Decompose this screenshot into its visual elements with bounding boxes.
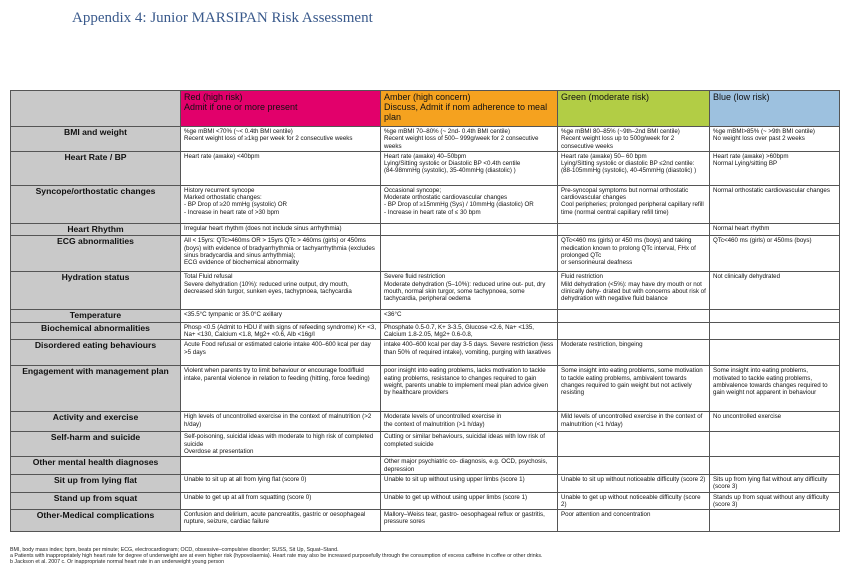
blue-criteria-cell	[710, 272, 840, 310]
blue-criteria-cell	[710, 366, 840, 412]
red-criteria-cell	[181, 366, 381, 412]
row-label: Self-harm and suicide	[11, 432, 181, 457]
table-footnotes	[10, 547, 840, 566]
green-criteria-line: Unable to sit up without noticeable difficulty (score 2)	[561, 475, 706, 483]
green-criteria-line: Recent weight loss up to 500g/week for 2 consecutive weeks	[561, 135, 675, 150]
red-criteria-line: Unable to sit up at all from lying flat (score 0)	[184, 475, 307, 483]
row-label: Syncope/orthostatic changes	[11, 185, 181, 223]
green-criteria-cell	[558, 510, 710, 532]
red-criteria-line: - Increase in heart rate of >30 bpm	[184, 208, 280, 216]
green-criteria-line: %ge mBMI 80–85% (~9th–2nd BMI centile)	[561, 128, 680, 135]
row-label: BMI and weight	[11, 127, 181, 152]
green-criteria-cell	[558, 340, 710, 366]
green-criteria-line: or sensorineural deafness	[561, 259, 633, 267]
amber-criteria-cell	[381, 223, 558, 236]
green-criteria-line: Moderate restriction, bingeing	[561, 341, 643, 349]
red-criteria-line: Recent weight loss of ≥1kg per week for 2 consecutive weeks	[184, 135, 353, 143]
header-green-line-1: Green (moderate risk)	[561, 92, 650, 102]
table-row	[11, 412, 840, 432]
row-label: Heart Rhythm	[11, 223, 181, 236]
blue-criteria-line: QTc<460 ms (girls) or 450ms (boys)	[713, 237, 812, 245]
table-row	[11, 185, 840, 223]
blue-criteria-cell	[710, 340, 840, 366]
red-criteria-line: Overdose at presentation	[184, 448, 254, 456]
amber-criteria-line: Severe fluid restriction	[384, 273, 446, 281]
green-criteria-line: Cool peripheries; prolonged peripheral capillary refill time (normal central capillary refill time)	[561, 201, 704, 216]
red-criteria-cell	[181, 236, 381, 272]
row-label: Stand up from squat	[11, 492, 181, 510]
amber-criteria-line: Moderate dehydration (5–10%): reduced urine out- put, dry mouth, normal skin turgor, some tachypnoea, some tachycardia, peripheral oedema	[384, 280, 546, 303]
amber-criteria-line: Moderate orthostatic cardiovascular changes	[384, 194, 508, 202]
green-criteria-line: Mild dehydration (<5%): may have dry mouth or not clinically dehy- drated but with concerns about risk of dehydration with negative fluid balance	[561, 280, 706, 303]
green-criteria-cell	[558, 492, 710, 510]
blue-criteria-cell	[710, 474, 840, 492]
table-row	[11, 310, 840, 323]
footnote-abbreviations: BMI, body mass index; bpm, beats per minute; ECG, electrocardiogram; OCD, obsessive–compulsive disorder; SUSS, Sit Up, Squat–Stand.	[10, 547, 339, 553]
amber-criteria-line: <36°C	[384, 311, 402, 319]
green-criteria-cell	[558, 127, 710, 152]
green-criteria-cell	[558, 474, 710, 492]
green-criteria-line: Poor attention and concentration	[561, 511, 651, 519]
amber-criteria-cell	[381, 366, 558, 412]
blue-criteria-cell	[710, 223, 840, 236]
blue-criteria-line: No uncontrolled exercise	[713, 413, 782, 421]
green-criteria-line: Mild levels of uncontrolled exercise in the context of	[561, 413, 703, 421]
red-criteria-line: Irregular heart rhythm (does not include sinus arrhythmia)	[184, 224, 342, 232]
red-criteria-line: Confusion and delirium, acute pancreatitis, gastric or oesophageal rupture, seizure, cardiac failure	[184, 511, 366, 526]
table-row	[11, 457, 840, 475]
red-criteria-cell	[181, 127, 381, 152]
blue-criteria-line: Normal Lying/sitting BP	[713, 160, 778, 168]
green-criteria-line: Heart rate (awake) 50– 60 bpm	[561, 152, 647, 160]
red-criteria-cell	[181, 412, 381, 432]
amber-criteria-cell	[381, 310, 558, 323]
red-criteria-line: Heart rate (awake) <40bpm	[184, 152, 260, 160]
red-criteria-line: Phosp <0.5 (Admit to HDU if with signs of refeeding syndrome) K+ <3, Na+ <130, Calcium <1.8, Mg2+ <0.6, Alb <16g/l	[184, 323, 377, 339]
amber-criteria-cell	[381, 474, 558, 492]
blue-criteria-line: Stands up from squat without any difficulty (score 3)	[713, 493, 829, 508]
amber-criteria-cell	[381, 127, 558, 152]
red-criteria-line: Unable to get up at all from squatting (score 0)	[184, 493, 312, 501]
red-criteria-cell	[181, 492, 381, 510]
amber-criteria-line: Occasional syncope;	[384, 186, 442, 194]
red-criteria-cell	[181, 432, 381, 457]
blue-criteria-cell	[710, 457, 840, 475]
amber-criteria-cell	[381, 185, 558, 223]
blue-criteria-cell	[710, 510, 840, 532]
amber-criteria-line: Phosphate 0.5-0.7, K+ 3-3.5, Glucose <2.6, Na+ <135, Calcium 1.8-2.05, Mg2+ 0.6-0.8,	[384, 323, 534, 339]
red-criteria-cell	[181, 340, 381, 366]
red-criteria-cell	[181, 510, 381, 532]
green-criteria-cell	[558, 457, 710, 475]
table-row	[11, 322, 840, 340]
amber-criteria-line: (84-98mmHg (systolic), 35-40mmHg (diastolic) )	[384, 167, 516, 175]
red-criteria-line: %ge mBMI <70% (~< 0.4th BMI centile)	[184, 128, 293, 135]
blue-criteria-cell	[710, 432, 840, 457]
red-criteria-line: <35.5°C tympanic or 35.0°C axillary	[184, 311, 282, 319]
amber-criteria-cell	[381, 272, 558, 310]
risk-assessment-table	[10, 90, 840, 532]
footnote-b: b Jackson et al. 2007 c. Or inappropriate normal heart rate in an underweight young person	[10, 559, 225, 566]
table-row	[11, 432, 840, 457]
row-label: ECG abnormalities	[11, 236, 181, 272]
red-criteria-cell	[181, 474, 381, 492]
blue-criteria-line: Some insight into eating problems, motivated to tackle eating problems, ambivalence towards changes required to gain weight not apparent in behaviour	[713, 367, 828, 397]
red-criteria-line: All < 15yrs: QTc>460ms OR > 15yrs QTc > 460ms (girls) or 450ms (boys) with evidence of bradyarrhythmia or tachyarrhythmia (excludes sinus bradycardia and sinus arrhythmia);	[184, 237, 375, 259]
red-criteria-line: Acute Food refusal or estimated calorie intake 400–600 kcal per day >5 days	[184, 341, 371, 356]
table-row	[11, 366, 840, 412]
table-row	[11, 151, 840, 185]
red-criteria-line: Self-poisoning, suicidal ideas with moderate to high risk of completed suicide	[184, 433, 374, 448]
red-criteria-line: History recurrent syncope	[184, 186, 255, 194]
amber-criteria-cell	[381, 151, 558, 185]
table-row	[11, 340, 840, 366]
red-criteria-line: Violent when parents try to limit behaviour or encourage food/fluid intake, parental violence in relation to feeding (hitting, force feeding)	[184, 367, 370, 382]
green-criteria-line: Pre-syncopal symptoms but normal orthostatic cardiovascular changes	[561, 186, 689, 202]
blue-criteria-cell	[710, 127, 840, 152]
green-criteria-cell	[558, 432, 710, 457]
header-green	[558, 91, 710, 127]
red-criteria-cell	[181, 457, 381, 475]
amber-criteria-cell	[381, 236, 558, 272]
green-criteria-line: QTc<460 ms (girls) or 450 ms (boys) and taking medication known to prolong QTc interval, FHx of prolonged QTc	[561, 237, 696, 259]
green-criteria-line: Some insight into eating problems, some motivation to tackle eating problems, ambivalent towards changes required to gain weight but not actively resisting	[561, 367, 703, 397]
table-row	[11, 510, 840, 532]
green-criteria-cell	[558, 185, 710, 223]
amber-criteria-line: Unable to sit up without using upper limbs (score 1)	[384, 475, 525, 483]
amber-criteria-cell	[381, 492, 558, 510]
blue-criteria-line: Not clinically dehydrated	[713, 273, 781, 281]
row-label: Activity and exercise	[11, 412, 181, 432]
row-label: Other-Medical complications	[11, 510, 181, 532]
amber-criteria-line: the context of malnutrition (>1 h/day)	[384, 420, 485, 428]
amber-criteria-cell	[381, 510, 558, 532]
blue-criteria-line: Normal orthostatic cardiovascular changes	[713, 186, 830, 194]
green-criteria-cell	[558, 412, 710, 432]
red-criteria-line: - BP Drop of ≥20 mmHg (systolic) OR	[184, 201, 287, 209]
blue-criteria-cell	[710, 412, 840, 432]
blue-criteria-cell	[710, 185, 840, 223]
red-criteria-cell	[181, 151, 381, 185]
table-row	[11, 236, 840, 272]
row-label: Disordered eating behaviours	[11, 340, 181, 366]
green-criteria-line: (88-105mmHg (systolic), 40-45mmHg (diastolic) )	[561, 167, 697, 175]
amber-criteria-line: Lying/Sitting systolic or Diastolic BP <0.4th centile	[384, 160, 521, 168]
red-criteria-line: Marked orthostatic changes:	[184, 194, 262, 202]
amber-criteria-line: poor insight into eating problems, lacks motivation to tackle eating problems, resistance to changes required to gain weight, parents unable to implement meal plan advice given by healthcare providers	[384, 367, 549, 397]
green-criteria-cell	[558, 322, 710, 340]
red-criteria-line: decreased skin turgor, sunken eyes, tachypnoea, tachycardia	[184, 287, 352, 295]
red-criteria-cell	[181, 272, 381, 310]
table-row	[11, 474, 840, 492]
row-label: Temperature	[11, 310, 181, 323]
header-amber	[381, 91, 558, 127]
amber-criteria-line: - BP Drop of ≥15mmHg (Sys) / 10mmHg (diastolic) OR	[384, 201, 534, 209]
green-criteria-line: Lying/Sitting systolic or diastolic BP ≤2nd centile:	[561, 160, 695, 168]
blue-criteria-cell	[710, 322, 840, 340]
header-amber-line-2: Discuss, Admit if nom adherence to meal plan	[384, 102, 548, 122]
row-label: Sit up from lying flat	[11, 474, 181, 492]
header-row	[11, 91, 840, 127]
table-row	[11, 223, 840, 236]
red-criteria-line: High levels of uncontrolled exercise in the context of malnutrition (>2 h/day)	[184, 413, 372, 428]
green-criteria-cell	[558, 223, 710, 236]
green-criteria-cell	[558, 310, 710, 323]
red-criteria-line: Severe dehydration (10%): reduced urine output, dry mouth,	[184, 280, 349, 288]
header-blank-cell	[11, 91, 181, 127]
amber-criteria-line: Other major psychiatric co- diagnosis, e.g. OCD, psychosis, depression	[384, 458, 548, 473]
blue-criteria-line: No weight loss over past 2 weeks	[713, 135, 805, 143]
table-row	[11, 272, 840, 310]
header-red-line-1: Red (high risk)	[184, 92, 243, 102]
blue-criteria-line: %ge mBMI>85% (~ >9th BMI centile)	[713, 128, 815, 135]
green-criteria-cell	[558, 236, 710, 272]
amber-criteria-cell	[381, 457, 558, 475]
red-criteria-cell	[181, 185, 381, 223]
green-criteria-cell	[558, 366, 710, 412]
amber-criteria-line: Heart rate (awake) 40–50bpm	[384, 152, 467, 160]
header-amber-line-1: Amber (high concern)	[384, 92, 471, 102]
row-label: Engagement with management plan	[11, 366, 181, 412]
red-criteria-cell	[181, 310, 381, 323]
green-criteria-cell	[558, 272, 710, 310]
blue-criteria-line: Sits up from lying flat without any difficulty (score 3)	[713, 475, 828, 491]
page-title: Appendix 4: Junior MARSIPAN Risk Assessment	[72, 10, 373, 26]
amber-criteria-cell	[381, 432, 558, 457]
header-blue	[710, 91, 840, 127]
blue-criteria-line: Normal heart rhythm	[713, 224, 770, 232]
row-label: Biochemical abnormalities	[11, 322, 181, 340]
header-red	[181, 91, 381, 127]
green-criteria-line: malnutrition (<1 h/day)	[561, 420, 623, 428]
red-criteria-cell	[181, 322, 381, 340]
amber-criteria-line: intake 400–600 kcal per day 3-5 days. Severe restriction (less than 50% of required intake), vomiting, purging with laxatives	[384, 341, 554, 356]
red-criteria-line: ECG evidence of biochemical abnormality	[184, 259, 299, 267]
header-red-line-2: Admit if one or more present	[184, 102, 298, 112]
amber-criteria-line: Recent weight loss of 500– 999g/week for 2 consecutive weeks	[384, 135, 539, 150]
table-row	[11, 492, 840, 510]
amber-criteria-cell	[381, 340, 558, 366]
red-criteria-cell	[181, 223, 381, 236]
red-criteria-line: Total Fluid refusal	[184, 273, 233, 281]
header-blue-line-1: Blue (low risk)	[713, 92, 770, 102]
footnote-a: a Patients with inappropriately high heart rate for degree of underweight are at even higher risk (hypovolaemia). Heart rate may also be increased purposefully through the consumption of excess caffeine in coffee or other drinks.	[10, 553, 543, 560]
row-label: Heart Rate / BP	[11, 151, 181, 185]
amber-criteria-cell	[381, 412, 558, 432]
blue-criteria-cell	[710, 310, 840, 323]
amber-criteria-line: Mallory–Weiss tear, gastro- oesophageal reflux or gastritis, pressure sores	[384, 511, 545, 526]
amber-criteria-line: Cutting or similar behaviours, suicidal ideas with low risk of completed suicide	[384, 433, 545, 448]
amber-criteria-line: Moderate levels of uncontrolled exercise in	[384, 413, 502, 421]
amber-criteria-line: %ge mBMI 70–80% (~ 2nd- 0.4th BMI centile)	[384, 128, 511, 135]
blue-criteria-cell	[710, 236, 840, 272]
row-label: Hydration status	[11, 272, 181, 310]
blue-criteria-cell	[710, 492, 840, 510]
amber-criteria-line: Unable to get up without using upper limbs (score 1)	[384, 493, 528, 501]
amber-criteria-cell	[381, 322, 558, 340]
table-row	[11, 127, 840, 152]
amber-criteria-line: - Increase in heart rate of ≤ 30 bpm	[384, 208, 481, 216]
blue-criteria-cell	[710, 151, 840, 185]
blue-criteria-line: Heart rate (awake) >60bpm	[713, 152, 789, 160]
green-criteria-line: Fluid restriction	[561, 273, 603, 281]
green-criteria-line: Unable to get up without noticeable difficulty (score 2)	[561, 493, 701, 508]
row-label: Other mental health diagnoses	[11, 457, 181, 475]
green-criteria-cell	[558, 151, 710, 185]
